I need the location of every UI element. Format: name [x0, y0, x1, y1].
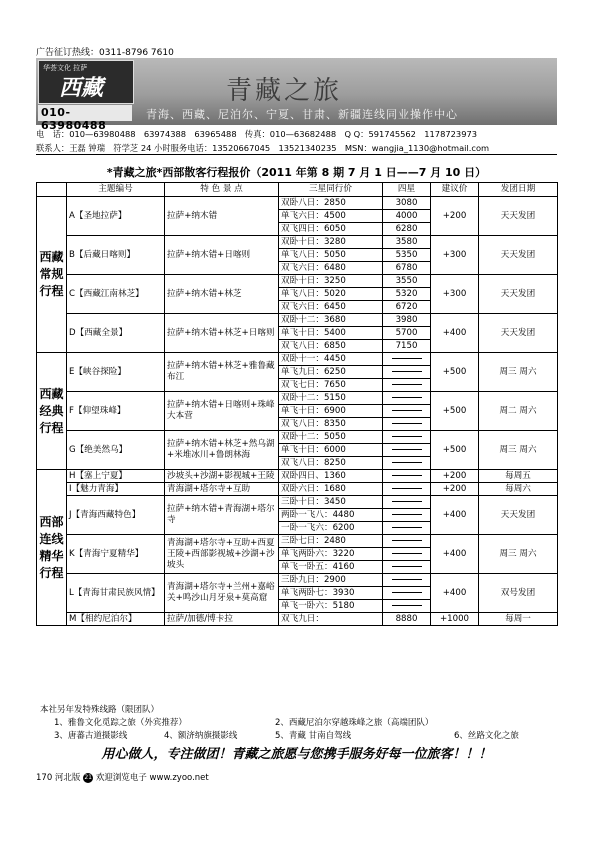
- four-star-price: [383, 600, 431, 613]
- departure-schedule: 天天发团: [479, 275, 558, 314]
- four-star-price: [383, 561, 431, 574]
- departure-schedule: 双号发团: [479, 574, 558, 613]
- header-category: [37, 183, 67, 197]
- departure-schedule: 天天发团: [479, 496, 558, 535]
- slogan: 用心做人，专注做团！青藏之旅愿与您携手服务好每一位旅客！！！: [101, 747, 492, 762]
- three-star-price: 单飞十日：6900: [279, 405, 383, 418]
- tour-route: 青海湖+塔尔寺+互助: [165, 483, 279, 496]
- category-label: 西部连线精华行程: [37, 470, 67, 626]
- three-star-price: 单飞一卧五：4160: [279, 561, 383, 574]
- table-row: [37, 353, 558, 366]
- dash-mark: [392, 605, 422, 606]
- header-banner: [36, 58, 557, 132]
- suggested-price: +200: [431, 197, 479, 236]
- three-star-price: 单飞八日：5020: [279, 288, 383, 301]
- three-star-price: 双飞六日：6450: [279, 301, 383, 314]
- note-item: 3、唐蕃古道摄影线: [54, 731, 128, 741]
- tour-route: 拉萨+纳木错+林芝+然乌湖+米堆冰川+鲁朗林海: [165, 431, 279, 470]
- dash-mark: [392, 566, 422, 567]
- three-star-price: 双飞八日：8250: [279, 457, 383, 470]
- four-star-price: 5350: [383, 249, 431, 262]
- tour-code: I【魅力青海】: [67, 483, 165, 496]
- dash-mark: [392, 592, 422, 593]
- dash-mark: [392, 579, 422, 580]
- three-star-price: 单飞十日：5400: [279, 327, 383, 340]
- dash-mark: [392, 540, 422, 541]
- dash-mark: [392, 462, 422, 463]
- tour-code: H【塞上宁夏】: [67, 470, 165, 483]
- tour-route: 沙坡头+沙湖+影视城+王陵: [165, 470, 279, 483]
- tour-route: 拉萨+纳木错+日喀则: [165, 236, 279, 275]
- departure-schedule: 天天发团: [479, 314, 558, 353]
- four-star-price: [383, 392, 431, 405]
- three-star-price: 双卧十二：5050: [279, 431, 383, 444]
- category-label: 西藏经典行程: [37, 353, 67, 470]
- table-row: [37, 613, 558, 626]
- table-row: [37, 314, 558, 327]
- four-star-price: 4000: [383, 210, 431, 223]
- logo: [38, 60, 134, 104]
- four-star-price: [383, 522, 431, 535]
- brand-title: 青藏之旅: [226, 76, 343, 106]
- dash-mark: [392, 410, 422, 411]
- four-star-price: 7150: [383, 340, 431, 353]
- tour-code: L【青海甘肃民族风情】: [67, 574, 165, 613]
- hotline-box: [38, 105, 132, 132]
- notes-title: 本社另年发特殊线路（限团队）: [40, 705, 160, 715]
- dash-mark: [392, 527, 422, 528]
- three-star-price: 双卧十一：4450: [279, 353, 383, 366]
- page-title: *青藏之旅*西部散客行程报价（2011 年第 8 期 7 月 1 日——7 月 10 日）: [106, 166, 487, 179]
- dash-mark: [392, 384, 422, 385]
- four-star-price: 5320: [383, 288, 431, 301]
- tour-code: J【青海西藏特色】: [67, 496, 165, 535]
- three-star-price: 一卧一飞六：6200: [279, 522, 383, 535]
- three-star-price: 双卧十二：5150: [279, 392, 383, 405]
- dash-mark: [392, 488, 422, 489]
- three-star-price: 双飞四日：6050: [279, 223, 383, 236]
- suggested-price: +400: [431, 314, 479, 353]
- three-star-price: 单飞九日：6250: [279, 366, 383, 379]
- price-table: [36, 182, 558, 626]
- departure-schedule: 周三 周六: [479, 353, 558, 392]
- four-star-price: 6280: [383, 223, 431, 236]
- note-item: 4、额济纳旗摄影线: [164, 731, 238, 741]
- contact-person-line: 联系人：王磊 钟瑞 符学芝 24 小时服务电话：13520667045 13521340235 MSN：wangjia_1130@hotmail.com: [36, 143, 490, 153]
- tour-route: 拉萨+纳木错: [165, 197, 279, 236]
- suggested-price: +500: [431, 431, 479, 470]
- table-header-cell: 四星: [383, 183, 431, 197]
- tour-code: K【青海宁夏精华】: [67, 535, 165, 574]
- four-star-price: 3580: [383, 236, 431, 249]
- dash-mark: [392, 501, 422, 502]
- three-star-price: 双卧十日：3280: [279, 236, 383, 249]
- table-header-cell: 三星同行价: [279, 183, 383, 197]
- departure-schedule: 每周一: [479, 613, 558, 626]
- footer-brand[interactable]: 欢迎浏览电子 www.zyoo.net: [95, 773, 209, 783]
- suggested-price: +400: [431, 535, 479, 574]
- three-star-price: 双飞九日：: [279, 613, 383, 626]
- table-row: [37, 392, 558, 405]
- dash-mark: [392, 475, 422, 476]
- three-star-price: 单飞八日：5050: [279, 249, 383, 262]
- price-table-body: [37, 183, 558, 626]
- departure-schedule: 天天发团: [479, 197, 558, 236]
- footer-page: 170 河北版: [36, 773, 81, 783]
- tour-route: 青海湖+塔尔寺+互助+西夏王陵+西部影视城+沙湖+沙坡头: [165, 535, 279, 574]
- footer: [36, 771, 209, 783]
- tour-route: 青海湖+塔尔寺+兰州+嘉峪关+鸣沙山月牙泉+莫高窟: [165, 574, 279, 613]
- three-star-price: 双飞八日：8350: [279, 418, 383, 431]
- table-header-row: [37, 183, 558, 197]
- four-star-price: 8880: [383, 613, 431, 626]
- suggested-price: +500: [431, 392, 479, 431]
- three-star-price: 单飞十日：6000: [279, 444, 383, 457]
- four-star-price: 3080: [383, 197, 431, 210]
- four-star-price: [383, 496, 431, 509]
- suggested-price: +300: [431, 275, 479, 314]
- dash-mark: [392, 449, 422, 450]
- table-row: [37, 431, 558, 444]
- table-header-cell: 特 色 景 点: [165, 183, 279, 197]
- three-star-price: 单飞两卧七：3930: [279, 587, 383, 600]
- four-star-price: 6780: [383, 262, 431, 275]
- three-star-price: 双卧十二：3680: [279, 314, 383, 327]
- tour-route: 拉萨+纳木错+林芝+日喀则: [165, 314, 279, 353]
- tour-route: 拉萨+纳木错+青海湖+塔尔寺: [165, 496, 279, 535]
- four-star-price: [383, 587, 431, 600]
- category-label: 西藏常规行程: [37, 197, 67, 353]
- dash-mark: [392, 423, 422, 424]
- tour-route: 拉萨+纳木错+日喀则+珠峰大本营: [165, 392, 279, 431]
- three-star-price: 双飞七日：7650: [279, 379, 383, 392]
- tour-code: F【仰望珠峰】: [67, 392, 165, 431]
- four-star-price: [383, 574, 431, 587]
- table-header-cell: 建议价: [431, 183, 479, 197]
- suggested-price: +500: [431, 353, 479, 392]
- suggested-price: +400: [431, 496, 479, 535]
- suggested-price: +300: [431, 236, 479, 275]
- footer-logo-icon: 21: [84, 773, 92, 781]
- three-star-price: 双飞八日：6850: [279, 340, 383, 353]
- hotline-number: 010-63980488: [41, 106, 107, 132]
- three-star-price: 三卧七日：2480: [279, 535, 383, 548]
- three-star-price: 三卧十日：3450: [279, 496, 383, 509]
- departure-schedule: 周三 周六: [479, 431, 558, 470]
- three-star-price: 双卧四日、1360: [279, 470, 383, 483]
- three-star-price: 双卧八日：2850: [279, 197, 383, 210]
- table-row: [37, 496, 558, 509]
- table-row: [37, 275, 558, 288]
- three-star-price: 两卧一飞八：4480: [279, 509, 383, 522]
- four-star-price: [383, 509, 431, 522]
- four-star-price: [383, 470, 431, 483]
- four-star-price: [383, 353, 431, 366]
- three-star-price: 双飞六日：6480: [279, 262, 383, 275]
- table-row: [37, 236, 558, 249]
- departure-schedule: 周三 周六: [479, 535, 558, 574]
- tour-code: C【西藏江南林芝】: [67, 275, 165, 314]
- four-star-price: [383, 483, 431, 496]
- table-header-cell: 发团日期: [479, 183, 558, 197]
- departure-schedule: 天天发团: [479, 236, 558, 275]
- four-star-price: [383, 418, 431, 431]
- tour-route: 拉萨/加德/博卡拉: [165, 613, 279, 626]
- four-star-price: 5700: [383, 327, 431, 340]
- note-item: 1、雅鲁文化觅踪之旅（外宾推荐）: [54, 718, 187, 728]
- three-star-price: 单飞一卧六：5180: [279, 600, 383, 613]
- contact-phone-line: 电 话：010—63980488 63974388 63965488 传真：010—63682488 Q Q：591745562 1178723973: [36, 129, 478, 139]
- dash-mark: [392, 436, 422, 437]
- four-star-price: 3550: [383, 275, 431, 288]
- dash-mark: [392, 371, 422, 372]
- table-row: [37, 535, 558, 548]
- four-star-price: 3980: [383, 314, 431, 327]
- table-row: [37, 483, 558, 496]
- four-star-price: [383, 457, 431, 470]
- table-row: [37, 574, 558, 587]
- tour-code: E【峡谷探险】: [67, 353, 165, 392]
- three-star-price: 单飞六日：4500: [279, 210, 383, 223]
- suggested-price: +200: [431, 470, 479, 483]
- table-row: [37, 470, 558, 483]
- four-star-price: [383, 444, 431, 457]
- banner-routes: 青海、西藏、尼泊尔、宁夏、甘肃、新疆连线同业操作中心: [146, 108, 458, 121]
- four-star-price: 6720: [383, 301, 431, 314]
- suggested-price: +400: [431, 574, 479, 613]
- note-item: 6、丝路文化之旅: [454, 731, 519, 741]
- tour-code: G【绝美然乌】: [67, 431, 165, 470]
- dash-mark: [392, 514, 422, 515]
- departure-schedule: 周二 周六: [479, 392, 558, 431]
- suggested-price: +1000: [431, 613, 479, 626]
- tour-route: 拉萨+纳木错+林芝+雅鲁藏布江: [165, 353, 279, 392]
- four-star-price: [383, 379, 431, 392]
- table-row: [37, 197, 558, 210]
- four-star-price: [383, 405, 431, 418]
- four-star-price: [383, 548, 431, 561]
- dash-mark: [392, 358, 422, 359]
- logo-main-text: 西藏: [59, 75, 104, 101]
- tour-route: 拉萨+纳木错+林芝: [165, 275, 279, 314]
- tour-code: M【相约尼泊尔】: [67, 613, 165, 626]
- departure-schedule: 每周五: [479, 470, 558, 483]
- ad-hotline-text: 广告征订热线：0311-8796 7610: [36, 48, 174, 58]
- four-star-price: [383, 366, 431, 379]
- tour-code: D【西藏全景】: [67, 314, 165, 353]
- departure-schedule: 每周六: [479, 483, 558, 496]
- three-star-price: 单飞两卧六：3220: [279, 548, 383, 561]
- dash-mark: [392, 553, 422, 554]
- three-star-price: 双卧六日：1680: [279, 483, 383, 496]
- note-item: 2、西藏尼泊尔穿越珠峰之旅（高端团队）: [275, 718, 434, 728]
- suggested-price: +200: [431, 483, 479, 496]
- four-star-price: [383, 535, 431, 548]
- four-star-price: [383, 431, 431, 444]
- logo-small-text: 华荟文化 拉萨: [43, 64, 88, 72]
- table-header-cell: 主题编号: [67, 183, 165, 197]
- three-star-price: 双卧十日：3250: [279, 275, 383, 288]
- tour-code: A【圣地拉萨】: [67, 197, 165, 236]
- tour-code: B【后藏日喀则】: [67, 236, 165, 275]
- divider: [36, 154, 557, 155]
- dash-mark: [392, 397, 422, 398]
- note-item: 5、青藏 甘南自驾线: [275, 731, 352, 741]
- three-star-price: 三卧九日：2900: [279, 574, 383, 587]
